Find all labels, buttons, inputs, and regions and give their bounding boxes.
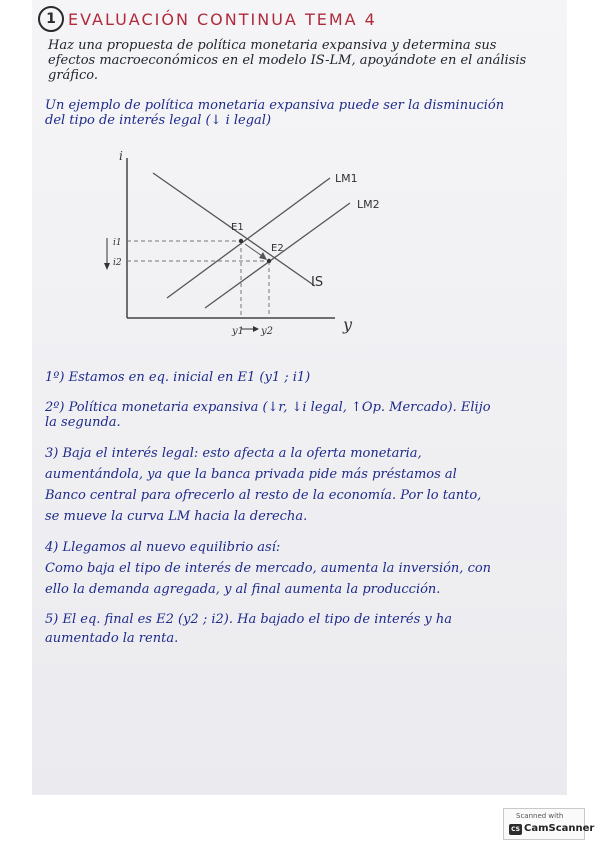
- step-line: 2º) Política monetaria expansiva (↓r, ↓i legal, ↑Op. Mercado). Elijo: [45, 400, 491, 415]
- step-3: [45, 446, 565, 524]
- step-4: [45, 540, 565, 597]
- lm1-label: LM1: [335, 172, 358, 185]
- e2-label: E2: [271, 243, 284, 254]
- camscanner-logo-icon: CS: [509, 824, 522, 835]
- step-1: [45, 370, 565, 385]
- camscanner-brand-text: CamScanner: [524, 823, 595, 834]
- islm-graph: [95, 148, 380, 348]
- step-2: [45, 400, 565, 430]
- step-line: aumentándola, ya que la banca privada pide más préstamos al: [45, 467, 457, 482]
- header: [38, 4, 558, 32]
- question-line: Haz una propuesta de política monetaria expansiva y determina sus: [48, 38, 497, 53]
- step-line: se mueve la curva LM hacia la derecha.: [45, 509, 308, 524]
- lm2-label: LM2: [357, 198, 380, 211]
- i2-label: i2: [113, 258, 122, 268]
- lm2-curve: [205, 203, 350, 308]
- question-text: [48, 38, 563, 83]
- step-line: Banco central para ofrecerlo al resto de la economía. Por lo tanto,: [45, 488, 482, 503]
- camscanner-badge: [503, 808, 595, 840]
- right-arrow-icon: [253, 326, 259, 332]
- y-axis-label: i: [119, 149, 123, 163]
- y1-label: y1: [232, 326, 245, 337]
- scanned-with-text: Scanned with: [516, 812, 564, 820]
- intro-line: del tipo de interés legal (↓ i legal): [45, 113, 272, 128]
- question-line: gráfico.: [48, 68, 98, 83]
- intro-paragraph: [45, 98, 565, 128]
- step-line: ello la demanda agregada, y al final aumenta la producción.: [45, 582, 441, 597]
- question-line: efectos macroeconómicos en el modelo IS-LM, apoyándote en el análisis: [48, 53, 527, 68]
- x-axis-label: y: [343, 315, 353, 334]
- page-title: EVALUACIÓN CONTINUA TEMA 4: [68, 10, 377, 29]
- e1-label: E1: [231, 222, 244, 233]
- i1-label: i1: [113, 238, 122, 248]
- step-line: 1º) Estamos en eq. inicial en E1 (y1 ; i1): [45, 370, 311, 385]
- y2-label: y2: [261, 326, 274, 337]
- arrow-head-icon: [259, 252, 267, 260]
- step-line: aumentado la renta.: [45, 631, 179, 646]
- step-line: Como baja el tipo de interés de mercado, aumenta la inversión, con: [45, 561, 492, 576]
- point-e1: [239, 239, 243, 243]
- step-line: 3) Baja el interés legal: esto afecta a la oferta monetaria,: [45, 446, 422, 461]
- exercise-number: 1: [38, 6, 64, 32]
- is-label: IS: [311, 275, 324, 290]
- point-e2: [267, 259, 271, 263]
- step-line: 4) Llegamos al nuevo equilibrio así:: [45, 540, 281, 555]
- down-arrow-icon: [104, 263, 110, 270]
- intro-line: Un ejemplo de política monetaria expansiva puede ser la disminución: [45, 98, 505, 113]
- step-line: 5) El eq. final es E2 (y2 ; i2). Ha bajado el tipo de interés y ha: [45, 612, 453, 627]
- step-5: [45, 612, 565, 646]
- step-line: la segunda.: [45, 415, 121, 430]
